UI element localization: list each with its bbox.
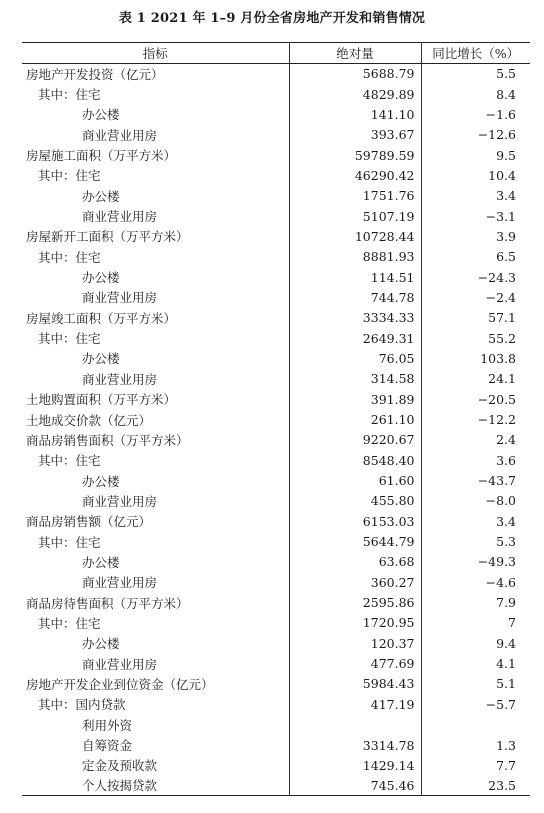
yoy-growth-cell: 5.1	[496, 676, 516, 692]
yoy-growth-cell: −3.1	[485, 208, 516, 224]
yoy-growth-cell: −12.6	[477, 127, 516, 143]
table-row	[22, 735, 530, 755]
absolute-value-cell: 76.05	[289, 348, 421, 368]
indicator-cell: 房地产开发投资（亿元）	[22, 64, 289, 84]
indicator-cell: 商业营业用房	[22, 491, 289, 511]
table-row	[22, 430, 530, 450]
table-row	[22, 511, 530, 531]
absolute-value-cell: 477.69	[289, 653, 421, 673]
yoy-growth-cell: 55.2	[488, 330, 516, 346]
indicator-cell: 房屋竣工面积（万平方米）	[22, 308, 289, 328]
table-row	[22, 308, 530, 328]
table-row	[22, 776, 530, 796]
yoy-growth-cell: −4.6	[485, 574, 516, 590]
yoy-growth-cell: 4.1	[496, 656, 516, 672]
yoy-growth-cell: 10.4	[488, 167, 516, 183]
indicator-cell: 房地产开发企业到位资金（亿元）	[22, 674, 289, 694]
table-row	[22, 613, 530, 633]
absolute-value-cell: 360.27	[289, 572, 421, 592]
table-row	[22, 531, 530, 551]
table-row	[22, 633, 530, 653]
yoy-growth-cell: 3.4	[496, 513, 516, 529]
absolute-value-cell: 10728.44	[289, 226, 421, 246]
table-row	[22, 348, 530, 368]
indicator-cell: 办公楼	[22, 348, 289, 368]
absolute-value-cell: 5107.19	[289, 206, 421, 226]
absolute-value-cell: 63.68	[289, 552, 421, 572]
table-row	[22, 470, 530, 490]
indicator-cell: 其中：住宅	[22, 613, 289, 633]
table-row	[22, 328, 530, 348]
absolute-value-cell: 5688.79	[289, 64, 421, 84]
absolute-value-cell: 393.67	[289, 125, 421, 145]
header-absolute: 绝对量	[289, 43, 421, 64]
yoy-growth-cell: 103.8	[480, 350, 516, 366]
indicator-cell: 办公楼	[22, 552, 289, 572]
table-row	[22, 592, 530, 612]
table-row	[22, 653, 530, 673]
yoy-growth-cell: 7	[508, 615, 516, 631]
absolute-value-cell: 261.10	[289, 409, 421, 429]
yoy-growth-cell: 2.4	[496, 432, 516, 448]
table-row	[22, 491, 530, 511]
absolute-value-cell: 5644.79	[289, 531, 421, 551]
indicator-cell: 土地购置面积（万平方米）	[22, 389, 289, 409]
yoy-growth-cell: −24.3	[477, 269, 516, 285]
absolute-value-cell: 314.58	[289, 369, 421, 389]
table-row	[22, 755, 530, 775]
absolute-value-cell: 141.10	[289, 104, 421, 124]
indicator-cell: 商业营业用房	[22, 206, 289, 226]
indicator-cell: 商业营业用房	[22, 125, 289, 145]
table-row	[22, 389, 530, 409]
yoy-growth-cell: 3.6	[496, 452, 516, 468]
yoy-growth-cell: −2.4	[485, 289, 516, 305]
indicator-cell: 个人按揭贷款	[22, 776, 289, 796]
table-row	[22, 165, 530, 185]
yoy-growth-cell: −43.7	[477, 473, 516, 489]
absolute-value-cell: 745.46	[289, 776, 421, 796]
indicator-cell: 办公楼	[22, 470, 289, 490]
yoy-growth-cell: 5.5	[496, 66, 516, 82]
absolute-value-cell: 4829.89	[289, 84, 421, 104]
table-row	[22, 145, 530, 165]
table-row	[22, 694, 530, 714]
absolute-value-cell: 1720.95	[289, 613, 421, 633]
table-row	[22, 552, 530, 572]
absolute-value-cell: 61.60	[289, 470, 421, 490]
yoy-growth-cell: −1.6	[485, 106, 516, 122]
indicator-cell: 房屋新开工面积（万平方米）	[22, 226, 289, 246]
indicator-cell: 其中：住宅	[22, 450, 289, 470]
yoy-growth-cell: 23.5	[421, 776, 530, 796]
indicator-cell: 商业营业用房	[22, 287, 289, 307]
indicator-cell: 办公楼	[22, 267, 289, 287]
indicator-cell: 商品房销售额（亿元）	[22, 511, 289, 531]
indicator-cell: 其中：国内贷款	[22, 694, 289, 714]
indicator-cell: 利用外资	[22, 715, 289, 735]
absolute-value-cell: 744.78	[289, 287, 421, 307]
indicator-cell: 办公楼	[22, 104, 289, 124]
indicator-cell: 商业营业用房	[22, 653, 289, 673]
indicator-cell: 其中：住宅	[22, 84, 289, 104]
absolute-value-cell: 59789.59	[289, 145, 421, 165]
absolute-value-cell: 120.37	[289, 633, 421, 653]
absolute-value-cell: 6153.03	[289, 511, 421, 531]
indicator-cell: 其中：住宅	[22, 531, 289, 551]
yoy-growth-cell: −12.2	[477, 412, 516, 428]
absolute-value-cell: 2649.31	[289, 328, 421, 348]
table-row	[22, 125, 530, 145]
table-row	[22, 206, 530, 226]
yoy-growth-cell: 5.3	[496, 534, 516, 550]
yoy-growth-cell: 9.5	[496, 147, 516, 163]
absolute-value-cell: 417.19	[289, 694, 421, 714]
table-header	[22, 43, 530, 64]
absolute-value-cell: 391.89	[289, 389, 421, 409]
table-row	[22, 674, 530, 694]
table-row	[22, 409, 530, 429]
yoy-growth-cell: 7.9	[496, 595, 516, 611]
absolute-value-cell: 3334.33	[289, 308, 421, 328]
indicator-cell: 办公楼	[22, 186, 289, 206]
absolute-value-cell: 1429.14	[289, 755, 421, 775]
table-row	[22, 64, 530, 84]
yoy-growth-cell: 3.9	[496, 228, 516, 244]
yoy-growth-cell: 24.1	[488, 371, 516, 387]
table-row	[22, 267, 530, 287]
table-row	[22, 247, 530, 267]
indicator-cell: 商品房销售面积（万平方米）	[22, 430, 289, 450]
table-row	[22, 450, 530, 470]
table-row	[22, 572, 530, 592]
table-body	[22, 64, 530, 796]
yoy-growth-cell	[421, 715, 530, 735]
absolute-value-cell: 8548.40	[289, 450, 421, 470]
indicator-cell: 商业营业用房	[22, 572, 289, 592]
indicator-cell: 办公楼	[22, 633, 289, 653]
indicator-cell: 土地成交价款（亿元）	[22, 409, 289, 429]
absolute-value-cell: 114.51	[289, 267, 421, 287]
yoy-growth-cell: 3.4	[496, 188, 516, 204]
yoy-growth-cell: −5.7	[485, 696, 516, 712]
header-indicator: 指标	[22, 43, 289, 64]
yoy-growth-cell: 7.7	[496, 757, 516, 773]
indicator-cell: 商品房待售面积（万平方米）	[22, 592, 289, 612]
absolute-value-cell	[289, 715, 421, 735]
indicator-cell: 商业营业用房	[22, 369, 289, 389]
indicator-cell: 其中：住宅	[22, 247, 289, 267]
yoy-growth-cell: −20.5	[477, 391, 516, 407]
absolute-value-cell: 5984.43	[289, 674, 421, 694]
table-row	[22, 84, 530, 104]
header-yoy: 同比增长（%）	[421, 43, 530, 64]
yoy-growth-cell: −49.3	[477, 554, 516, 570]
table-row	[22, 104, 530, 124]
absolute-value-cell: 8881.93	[289, 247, 421, 267]
indicator-cell: 房屋施工面积（万平方米）	[22, 145, 289, 165]
yoy-growth-cell: 6.5	[496, 249, 516, 265]
indicator-cell: 自筹资金	[22, 735, 289, 755]
absolute-value-cell: 455.80	[289, 491, 421, 511]
data-table	[22, 42, 530, 796]
yoy-growth-cell: 9.4	[496, 635, 516, 651]
yoy-growth-cell: 1.3	[496, 737, 516, 753]
table-row	[22, 369, 530, 389]
absolute-value-cell: 46290.42	[289, 165, 421, 185]
indicator-cell: 定金及预收款	[22, 755, 289, 775]
absolute-value-cell: 3314.78	[289, 735, 421, 755]
yoy-growth-cell: −8.0	[485, 493, 516, 509]
absolute-value-cell: 2595.86	[289, 592, 421, 612]
yoy-growth-cell: 8.4	[496, 86, 516, 102]
indicator-cell: 其中：住宅	[22, 165, 289, 185]
table-title: 表 1 2021 年 1–9 月份全省房地产开发和销售情况	[118, 11, 426, 26]
indicator-cell: 其中：住宅	[22, 328, 289, 348]
table-row	[22, 715, 530, 735]
absolute-value-cell: 1751.76	[289, 186, 421, 206]
table-row	[22, 287, 530, 307]
table-row	[22, 186, 530, 206]
yoy-growth-cell: 57.1	[488, 310, 516, 326]
absolute-value-cell: 9220.67	[289, 430, 421, 450]
table-row	[22, 226, 530, 246]
